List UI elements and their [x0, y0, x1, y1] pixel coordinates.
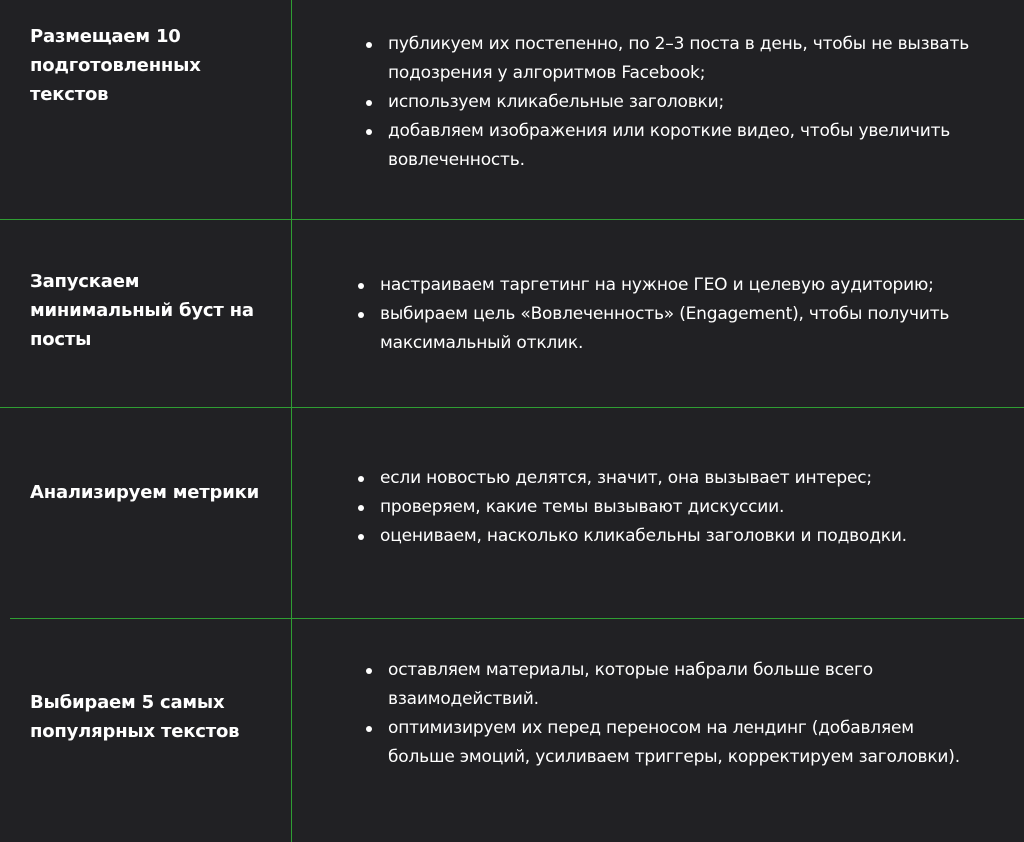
step-details [366, 30, 1006, 175]
list-item: если новостью делятся, значит, она вызывает интерес; [358, 464, 1008, 493]
step-title: Анализируем метрики [30, 482, 260, 503]
row-divider [0, 407, 1024, 408]
step-title: Размещаем 10 подготовленных текстов [30, 26, 201, 105]
list-item: оставляем материалы, которые набрали больше всего взаимодействий. [366, 656, 966, 714]
column-divider [291, 0, 292, 842]
step-title: Запускаем минимальный буст на посты [30, 271, 254, 350]
row-divider [10, 618, 1024, 619]
row-divider [0, 219, 1024, 220]
step-details [366, 656, 966, 772]
list-item: выбираем цель «Вовлеченность» (Engagement), чтобы получить максимальный отклик. [358, 300, 1008, 358]
list-item: настраиваем таргетинг на нужное ГЕО и целевую аудиторию; [358, 271, 1008, 300]
step-title: Выбираем 5 самых популярных текстов [30, 692, 240, 742]
list-item: оптимизируем их перед переносом на лендинг (добавляем больше эмоций, усиливаем триггеры, корректируем заголовки). [366, 714, 966, 772]
list-item: добавляем изображения или короткие видео, чтобы увеличить вовлеченность. [366, 117, 1006, 175]
step-details [358, 464, 1008, 551]
list-item: проверяем, какие темы вызывают дискуссии. [358, 493, 1008, 522]
step-details [358, 271, 1008, 358]
list-item: публикуем их постепенно, по 2–3 поста в день, чтобы не вызвать подозрения у алгоритмов Facebook; [366, 30, 1006, 88]
list-item: оцениваем, насколько кликабельны заголовки и подводки. [358, 522, 1008, 551]
list-item: используем кликабельные заголовки; [366, 88, 1006, 117]
